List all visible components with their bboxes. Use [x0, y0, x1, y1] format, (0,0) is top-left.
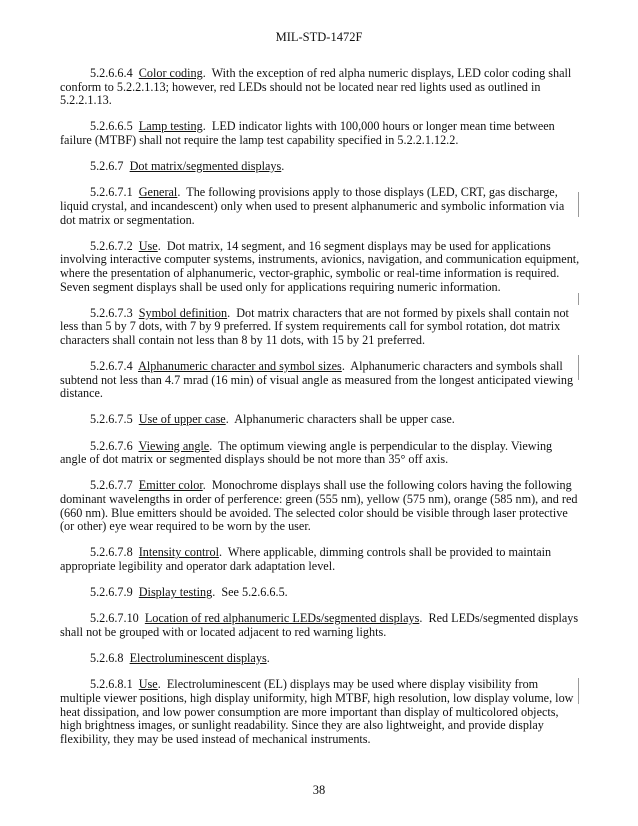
- page-footer: [0, 783, 638, 798]
- paragraph-number: 5.2.6.7.1: [90, 185, 133, 200]
- paragraph-5-2-6-7-9: 5.2.6.7.9 Display testing. See 5.2.6.6.5.: [90, 585, 288, 600]
- paragraph-text: LED indicator lights with 100,000 hours or longer mean time between failure (MTBF) shall not require the lamp test capability specified in 5.2.2.1.12.2.: [60, 119, 555, 147]
- paragraph-number: 5.2.6.6.4: [90, 66, 133, 80]
- document-header: [0, 30, 638, 45]
- document-id: MIL-STD-1472F: [275, 30, 363, 44]
- paragraph-number: 5.2.6.7.4: [90, 359, 133, 374]
- paragraph-5-2-6-8-1: 5.2.6.8.1 Use. Electroluminescent (EL) displays may be used where display visibility from multiple viewer positions, high display uniformity, high MTBF, high resolution, low display volume, low heat dissipation, and low power consumption are more important than display of multicolored objects, high brightness images, or sunlight readability. Since they are also lightweight, and provide display flexibility, they may be used instead of mechanical instruments.: [60, 677, 574, 746]
- paragraph-text: With the exception of red alpha numeric displays, LED color coding shall conform to 5.2.2.1.13; however, red LEDs should not be located near red lights used as outlined in 5.2.2.1.13.: [60, 66, 572, 108]
- paragraph-number: 5.2.6.6.5: [90, 119, 133, 134]
- paragraph-title: General: [138, 185, 178, 200]
- paragraph-text: Alphanumeric characters shall be upper case.: [234, 412, 455, 427]
- paragraph-5-2-6-7-8: 5.2.6.7.8 Intensity control. Where applicable, dimming controls shall be provided to maintain appropriate legibility and operator dark adaptation level.: [60, 545, 552, 573]
- paragraph-5-2-6-6-4: 5.2.6.6.4 Color coding. With the exception of red alpha numeric displays, LED color coding shall conform to 5.2.2.1.13; however, red LEDs should not be located near red lights used as outlined in 5.2.2.1.13.: [60, 66, 572, 108]
- change-bar: [578, 678, 579, 704]
- section-heading-5-2-6-7: 5.2.6.7 Dot matrix/segmented displays.: [90, 159, 285, 174]
- paragraph-text: The following provisions apply to those displays (LED, CRT, gas discharge, liquid crystal, and incandescent) only when used to present alphanumeric and symbolic information via dot matrix or segmentation.: [60, 185, 565, 227]
- paragraph-text: Alphanumeric characters and symbols shall subtend not less than 4.7 mrad (16 min) of visual angle as measured from the longest anticipated viewing distance.: [60, 359, 574, 401]
- paragraph-text: Dot matrix characters that are not formed by pixels shall contain not less than 5 by 7 dots, with 7 by 9 preferred. If system requirements call for symbol rotation, dot matrix characters shall contain not less than 8 by 11 dots, with 15 by 21 preferred.: [60, 305, 569, 347]
- paragraph-text: See 5.2.6.6.5.: [221, 585, 288, 600]
- paragraph-title: Use: [138, 677, 158, 692]
- paragraph-title: Use: [138, 238, 158, 253]
- paragraph-5-2-6-7-1: 5.2.6.7.1 General. The following provisions apply to those displays (LED, CRT, gas discharge, liquid crystal, and incandescent) only when used to present alphanumeric and symbolic information via dot matrix or segmentation.: [60, 185, 565, 227]
- paragraph-5-2-6-6-5: 5.2.6.6.5 Lamp testing. LED indicator lights with 100,000 hours or longer mean time between failure (MTBF) shall not require the lamp test capability specified in 5.2.2.1.12.2.: [60, 119, 555, 147]
- paragraph-title: Location of red alphanumeric LEDs/segmented displays: [144, 611, 420, 626]
- paragraph-title: Symbol definition: [138, 305, 228, 320]
- paragraph-number: 5.2.6.8.1: [90, 677, 133, 692]
- paragraph-5-2-6-7-6: 5.2.6.7.6 Viewing angle. The optimum viewing angle is perpendicular to the display. Viewing angle of dot matrix or segmented displays should be not more than 35° off axis.: [60, 438, 553, 467]
- paragraph-number: 5.2.6.7.8: [90, 545, 133, 560]
- paragraph-5-2-6-7-2: 5.2.6.7.2 Use. Dot matrix, 14 segment, and 16 segment displays may be used for applications involving interactive computer systems, instruments, avionics, navigation, and communication equipment, where the presentation of alphanumeric, vector-graphic, symbolic or real-time information is required. Seven segment displays shall be used only for applications requiring numeric information.: [60, 238, 580, 294]
- paragraph-number: 5.2.6.7.9: [90, 585, 133, 600]
- paragraph-number: 5.2.6.8: [90, 651, 124, 666]
- paragraph-text: Electroluminescent (EL) displays may be used where display visibility from multiple viewer positions, high display uniformity, high MTBF, high resolution, low display volume, low heat dissipation, and low power consumption are more important than display of multicolored objects, high brightness images, or sunlight readability. Since they are also lightweight, and provide display flexibility, they may be used instead of mechanical instruments.: [60, 677, 574, 746]
- paragraph-text: The optimum viewing angle is perpendicular to the display. Viewing angle of dot matrix or segmented displays should be not more than 35° off axis.: [60, 438, 553, 467]
- paragraph-title: Emitter color: [138, 478, 203, 493]
- paragraph-number: 5.2.6.7.7: [90, 478, 133, 493]
- paragraph-5-2-6-7-10: 5.2.6.7.10 Location of red alphanumeric LEDs/segmented displays. Red LEDs/segmented displays shall not be grouped with or located adjacent to red warning lights.: [60, 611, 579, 639]
- page-number: 38: [312, 783, 326, 797]
- paragraph-text: Red LEDs/segmented displays shall not be grouped with or located adjacent to red warning lights.: [60, 611, 579, 639]
- paragraph-text: Dot matrix, 14 segment, and 16 segment displays may be used for applications involving interactive computer systems, instruments, avionics, navigation, and communication equipment, where the presentation of alphanumeric, vector-graphic, symbolic or real-time information is required. Seven segment displays shall be used only for applications requiring numeric information.: [60, 238, 580, 294]
- paragraph-title: Intensity control: [138, 545, 219, 560]
- paragraph-title: Viewing angle: [138, 438, 210, 453]
- paragraph-title: Display testing: [138, 585, 213, 600]
- section-heading-5-2-6-8: 5.2.6.8 Electroluminescent displays.: [90, 651, 270, 666]
- change-bar: [578, 355, 579, 380]
- paragraph-text: Where applicable, dimming controls shall be provided to maintain appropriate legibility and operator dark adaptation level.: [60, 545, 552, 573]
- paragraph-number: 5.2.6.7: [90, 159, 124, 174]
- paragraph-text: Monochrome displays shall use the following colors having the following dominant wavelengths in order of perference: green (555 nm), yellow (575 nm), orange (585 nm), and red (660 nm). Blue emitters should be avoided. The selected color should be visible through laser protective (or other) eye wear required to be worn by the user.: [60, 478, 578, 534]
- paragraph-title: Use of upper case: [138, 412, 226, 427]
- paragraph-number: 5.2.6.7.6: [90, 438, 133, 453]
- paragraph-number: 5.2.6.7.5: [90, 412, 133, 427]
- section-title: Electroluminescent displays: [129, 651, 267, 666]
- document-body: [60, 67, 580, 759]
- paragraph-number: 5.2.6.7.2: [90, 238, 133, 253]
- paragraph-5-2-6-7-7: 5.2.6.7.7 Emitter color. Monochrome displays shall use the following colors having the following dominant wavelengths in order of perference: green (555 nm), yellow (575 nm), orange (585 nm), and red (660 nm). Blue emitters should be avoided. The selected color should be visible through laser protective (or other) eye wear required to be worn by the user.: [60, 478, 578, 534]
- section-title: Dot matrix/segmented displays: [129, 159, 282, 174]
- paragraph-title: Alphanumeric character and symbol sizes: [138, 359, 342, 374]
- change-bar: [578, 192, 579, 217]
- paragraph-title: Lamp testing: [138, 119, 203, 134]
- change-bar: [578, 293, 579, 305]
- paragraph-number: 5.2.6.7.3: [90, 305, 133, 320]
- paragraph-title: Color coding: [138, 66, 203, 80]
- paragraph-5-2-6-7-3: 5.2.6.7.3 Symbol definition. Dot matrix characters that are not formed by pixels shall contain not less than 5 by 7 dots, with 7 by 9 preferred. If system requirements call for symbol rotation, dot matrix characters shall contain not less than 8 by 11 dots, with 15 by 21 preferred.: [60, 305, 569, 347]
- paragraph-5-2-6-7-4: 5.2.6.7.4 Alphanumeric character and symbol sizes. Alphanumeric characters and symbols shall subtend not less than 4.7 mrad (16 min) of visual angle as measured from the longest anticipated viewing distance.: [60, 359, 574, 401]
- paragraph-5-2-6-7-5: 5.2.6.7.5 Use of upper case. Alphanumeric characters shall be upper case.: [90, 412, 455, 427]
- paragraph-number: 5.2.6.7.10: [90, 611, 139, 626]
